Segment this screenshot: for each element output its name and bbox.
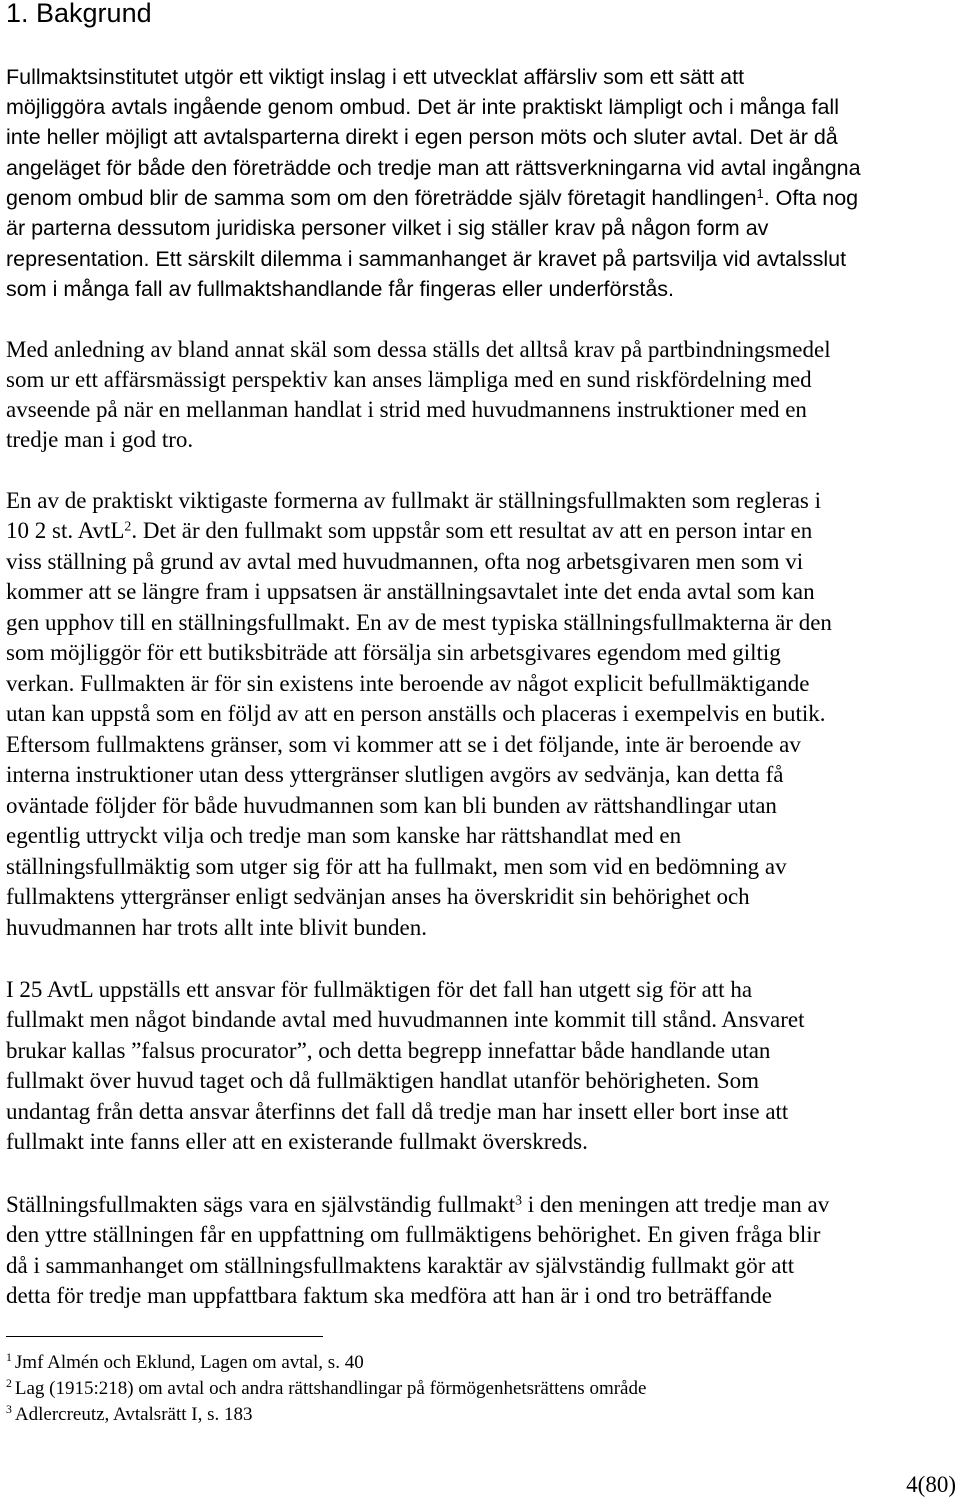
text-segment: . Det är den fullmakt som uppstår som ett resultat av att en person intar en bbox=[131, 518, 813, 543]
text-line: huvudmannen har trots allt inte blivit bunden. bbox=[6, 915, 427, 940]
text-segment: 10 2 st. AvtL bbox=[6, 518, 125, 543]
text-line: viss ställning på grund av avtal med huvudmannen, ofta nog arbetsgivaren men som vi bbox=[6, 549, 804, 574]
text-line bbox=[6, 516, 812, 546]
text-line: angeläget för både den företrädde och tredje man att rättsverkningarna vid avtal ingångna bbox=[6, 156, 861, 180]
text-line: egentlig uttryckt vilja och tredje man som kanske har rättshandlat med en bbox=[6, 823, 682, 848]
text-line: gen upphov till en ställningsfullmakt. En av de mest typiska ställningsfullmakterna är den bbox=[6, 610, 832, 635]
footnote-1 bbox=[6, 1351, 364, 1375]
text-line: fullmakt över huvud taget och då fullmäktigen handlat utanför behörigheten. Som bbox=[6, 1068, 760, 1093]
footnote-number: 1 bbox=[6, 1350, 12, 1364]
footnote-text: Jmf Almén och Eklund, Lagen om avtal, s. 40 bbox=[14, 1352, 364, 1373]
text-line: representation. Ett särskilt dilemma i sammanhanget är kravet på partsvilja vid avtalsslut bbox=[6, 247, 847, 271]
text-line: undantag från detta ansvar återfinns det fall då tredje man har insett eller bort inse att bbox=[6, 1099, 789, 1124]
text-line: brukar kallas ”falsus procurator”, och detta begrepp innefattar både handlande utan bbox=[6, 1038, 771, 1063]
text-line: oväntade följder för både huvudmannen som kan bli bunden av rättshandlingar utan bbox=[6, 793, 777, 818]
footnote-ref-1: 1 bbox=[756, 185, 764, 201]
text-line: avseende på när en mellanman handlat i strid med huvudmannens instruktioner med en bbox=[6, 397, 807, 422]
footnote-separator bbox=[6, 1336, 323, 1337]
text-line: interna instruktioner utan dess yttergränser slutligen avgörs av sedvänja, kan detta få bbox=[6, 762, 784, 787]
text-line bbox=[6, 1190, 829, 1220]
text-line: som i många fall av fullmaktshandlande får fingeras eller underförstås. bbox=[6, 277, 675, 301]
section-heading: 1. Bakgrund bbox=[6, 0, 152, 28]
text-line: En av de praktiskt viktigaste formerna av fullmakt är ställningsfullmakten som regleras i bbox=[6, 488, 821, 513]
text-line: I 25 AvtL uppställs ett ansvar för fullmäktigen för det fall han utgett sig för att ha bbox=[6, 977, 753, 1002]
footnote-text: Adlercreutz, Avtalsrätt I, s. 183 bbox=[14, 1404, 253, 1425]
text-line: den yttre ställningen får en uppfattning om fullmäktigens behörighet. En given fråga blir bbox=[6, 1222, 821, 1247]
footnote-3 bbox=[6, 1403, 253, 1427]
text-line: ställningsfullmäktig som utger sig för att ha fullmakt, men som vid en bedömning av bbox=[6, 854, 787, 879]
text-line: som möjliggör för ett butiksbiträde att försälja sin arbetsgivares egendom med giltig bbox=[6, 640, 781, 665]
text-line: verkan. Fullmakten är för sin existens inte beroende av något explicit befullmäktigande bbox=[6, 671, 810, 696]
footnote-number: 2 bbox=[6, 1376, 12, 1390]
text-line: fullmakt inte fanns eller att en existerande fullmakt överskreds. bbox=[6, 1129, 588, 1154]
text-segment: . Ofta nog bbox=[763, 186, 859, 210]
text-line: Fullmaktsinstitutet utgör ett viktigt inslag i ett utvecklat affärsliv som ett sätt att bbox=[6, 65, 745, 89]
page-number: 4(80) bbox=[906, 1472, 956, 1497]
text-line: detta för tredje man uppfattbara faktum ska medföra att han är i ond tro beträffande bbox=[6, 1283, 772, 1308]
text-segment: i den meningen att tredje man av bbox=[522, 1192, 830, 1217]
text-line: möjliggöra avtals ingående genom ombud. Det är inte praktiskt lämpligt och i många fall bbox=[6, 95, 839, 119]
footnote-2 bbox=[6, 1377, 646, 1401]
text-line: tredje man i god tro. bbox=[6, 427, 194, 452]
text-line: fullmaktens yttergränser enligt sedvänjan anses ha överskridit sin behörighet och bbox=[6, 884, 750, 909]
text-segment: Ställningsfullmakten sägs vara en självständig fullmakt bbox=[6, 1192, 516, 1217]
footnote-ref-2: 2 bbox=[124, 518, 132, 534]
text-line: Med anledning av bland annat skäl som dessa ställs det alltså krav på partbindningsmedel bbox=[6, 337, 831, 362]
text-line: som ur ett affärsmässigt perspektiv kan anses lämpliga med en sund riskfördelning med bbox=[6, 367, 812, 392]
text-line: Eftersom fullmaktens gränser, som vi kommer att se i det följande, inte är beroende av bbox=[6, 732, 801, 757]
footnote-text: Lag (1915:218) om avtal och andra rättshandlingar på förmögenhetsrättens område bbox=[14, 1378, 647, 1399]
text-line: kommer att se längre fram i uppsatsen är anställningsavtalet inte det enda avtal som kan bbox=[6, 579, 815, 604]
text-line: fullmakt men något bindande avtal med huvudmannen inte kommit till stånd. Ansvaret bbox=[6, 1007, 805, 1032]
text-line: då i sammanhanget om ställningsfullmaktens karaktär av självständig fullmakt gör att bbox=[6, 1253, 795, 1278]
text-line: inte heller möjligt att avtalsparterna direkt i egen person möts och sluter avtal. Det är då bbox=[6, 125, 838, 149]
text-line: utan kan uppstå som en följd av att en person anställs och placeras i exempelvis en butik. bbox=[6, 701, 826, 726]
footnote-ref-3: 3 bbox=[515, 1192, 523, 1208]
footnote-number: 3 bbox=[6, 1402, 12, 1416]
text-line bbox=[6, 183, 858, 213]
text-segment: genom ombud blir de samma som om den företrädde själv företagit handlingen bbox=[6, 186, 757, 210]
text-line: är parterna dessutom juridiska personer vilket i sig ställer krav på någon form av bbox=[6, 216, 769, 240]
